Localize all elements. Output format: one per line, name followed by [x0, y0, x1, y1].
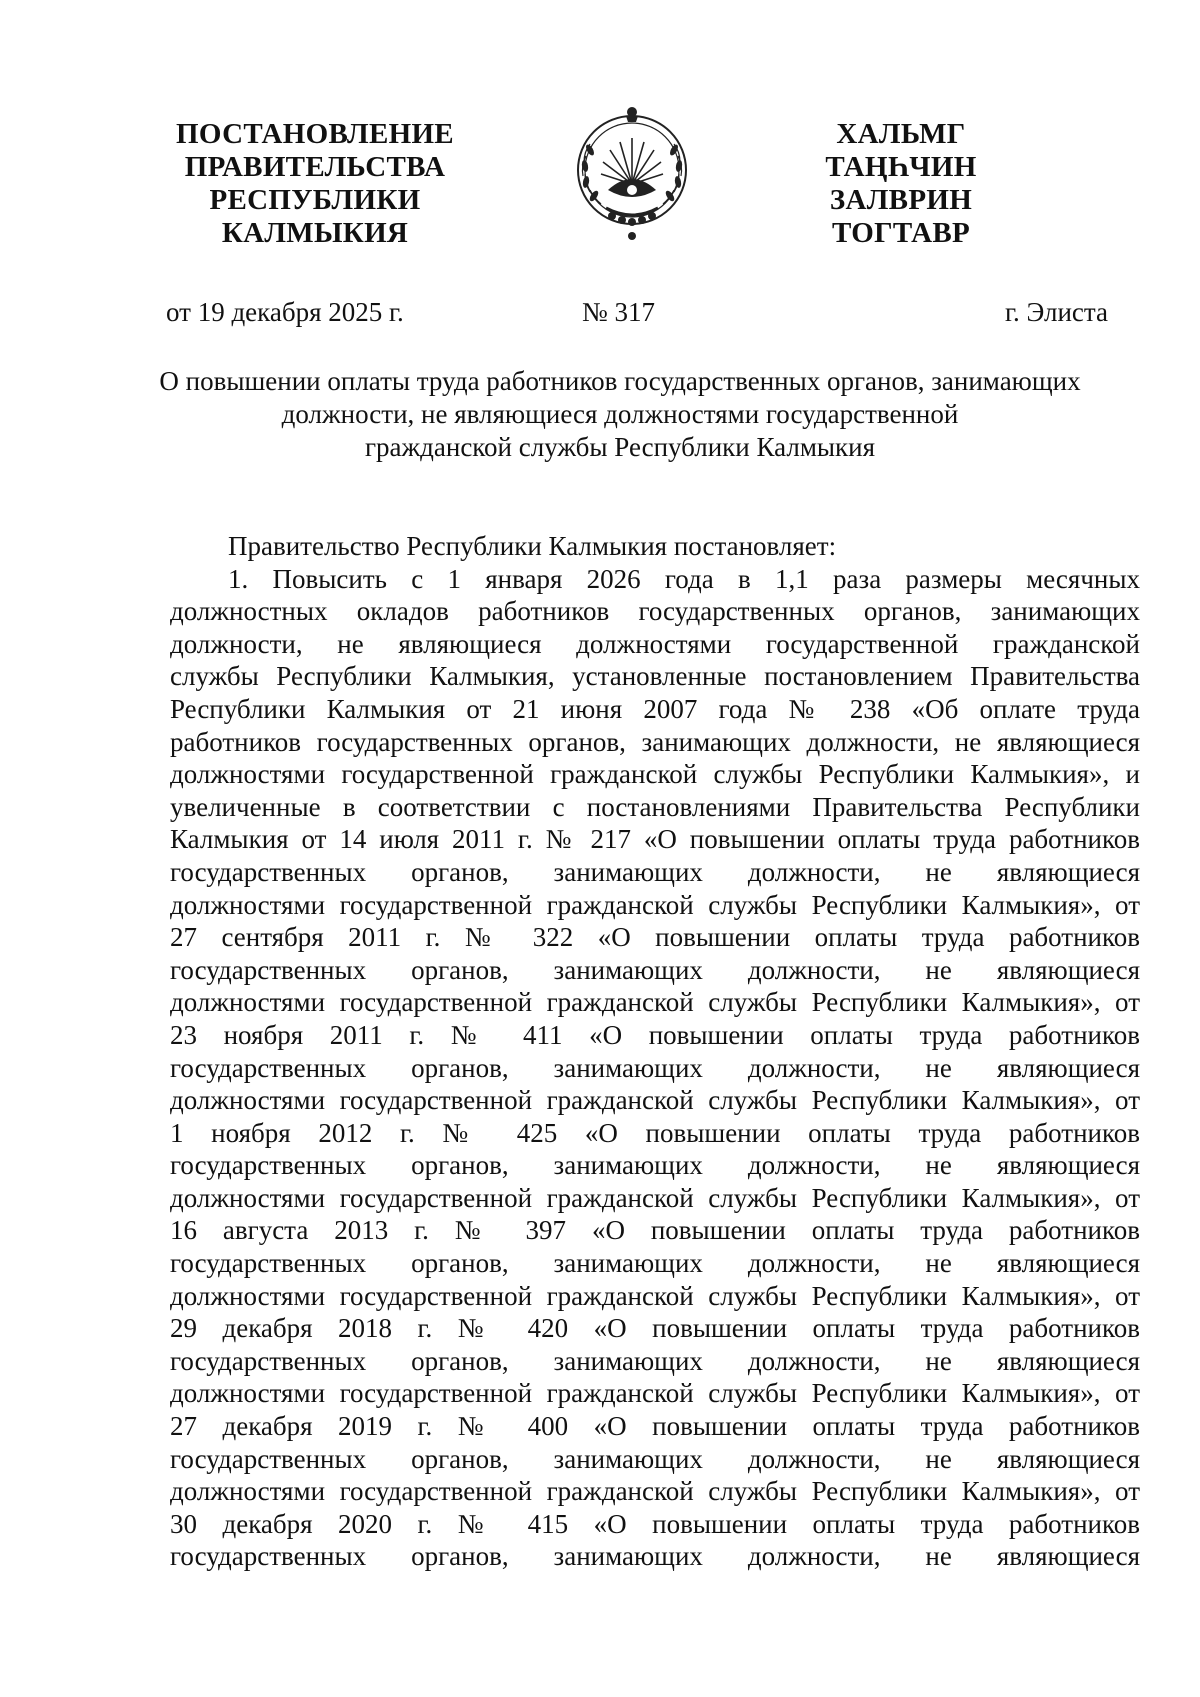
body-line: 27 декабря 2019 г. № 400 «О повышении оплаты труда работников [170, 1411, 1140, 1442]
body-line: государственных органов, занимающих должности, не являющиеся [170, 1345, 1140, 1376]
body-line: 16 августа 2013 г. № 397 «О повышении оплаты труда работников [170, 1215, 1140, 1246]
body-line: 27 сентября 2011 г. № 322 «О повышении оплаты труда работников [170, 922, 1140, 953]
body-line: государственных органов, занимающих должности, не являющиеся [170, 1150, 1140, 1181]
title-line: должности, не являющиеся должностями государственной [281, 399, 959, 429]
body-line: должностями государственной гражданской службы Республики Калмыкия», от [170, 1182, 1140, 1213]
preamble: Правительство Республики Калмыкия постановляет: [228, 531, 837, 561]
body-line: Калмыкия от 14 июля 2011 г. № 217 «О повышении оплаты труда работников [170, 824, 1140, 855]
document-body [170, 530, 1140, 1573]
body-line: должностями государственной гражданской службы Республики Калмыкия», от [170, 889, 1140, 920]
header-russian-line: ПРАВИТЕЛЬСТВА [184, 151, 446, 183]
header-kalmyk [806, 118, 996, 250]
document-city: г. Элиста [1004, 297, 1108, 327]
body-line: государственных органов, занимающих должности, не являющиеся [170, 1541, 1140, 1572]
body-line: должностями государственной гражданской службы Республики Калмыкия», от [170, 1280, 1140, 1311]
body-line: должностями государственной гражданской службы Республики Калмыкия», от [170, 987, 1140, 1018]
title-line: гражданской службы Республики Калмыкия [364, 432, 876, 462]
header-kalmyk-line: ТАҢҺЧИН [825, 151, 977, 183]
body-line: 1 ноября 2012 г. № 425 «О повышении оплаты труда работников [170, 1117, 1140, 1148]
body-line: должностных окладов работников государственных органов, занимающих [170, 596, 1140, 627]
body-line: должностями государственной гражданской службы Республики Калмыкия», от [170, 1476, 1140, 1507]
body-line: должностями государственной гражданской службы Республики Калмыкия», от [170, 1085, 1140, 1116]
document-date: от 19 декабря 2025 г. [166, 297, 404, 327]
header-russian-line: РЕСПУБЛИКИ [209, 184, 421, 216]
header-russian-line: ПОСТАНОВЛЕНИЕ [176, 118, 454, 150]
body-line: Республики Калмыкия от 21 июня 2007 года № 238 «Об оплате труда [170, 693, 1140, 724]
body-line: должностями государственной гражданской службы Республики Калмыкия», от [170, 1378, 1140, 1409]
document-title [150, 365, 1090, 464]
body-line: службы Республики Калмыкия, установленные постановлением Правительства [170, 661, 1140, 692]
header-russian-line: КАЛМЫКИЯ [221, 217, 409, 249]
body-line: 29 декабря 2018 г. № 420 «О повышении оплаты труда работников [170, 1313, 1140, 1344]
body-line: должностями государственной гражданской службы Республики Калмыкия», и [170, 759, 1140, 790]
header-kalmyk-line: ХАЛЬМГ [836, 118, 966, 150]
body-line: работников государственных органов, занимающих должности, не являющиеся [170, 726, 1140, 757]
body-line: 30 декабря 2020 г. № 415 «О повышении оплаты труда работников [170, 1508, 1140, 1539]
body-line: должности, не являющиеся должностями государственной гражданской [170, 628, 1140, 659]
body-line: увеличенные в соответствии с постановлениями Правительства Республики [170, 791, 1140, 822]
coat-of-arms-icon [568, 104, 696, 242]
document-number: № 317 [582, 297, 656, 327]
header-kalmyk-line: ЗАЛВРИН [829, 184, 973, 216]
body-line: государственных органов, занимающих должности, не являющиеся [170, 954, 1140, 985]
body-line: государственных органов, занимающих должности, не являющиеся [170, 1443, 1140, 1474]
title-line: О повышении оплаты труда работников государственных органов, занимающих [159, 366, 1081, 396]
body-line: государственных органов, занимающих должности, не являющиеся [170, 1248, 1140, 1279]
body-line: 1. Повысить с 1 января 2026 года в 1,1 раза размеры месячных [228, 563, 1140, 594]
body-line: государственных органов, занимающих должности, не являющиеся [170, 1052, 1140, 1083]
body-line: государственных органов, занимающих должности, не являющиеся [170, 856, 1140, 887]
header-russian [170, 118, 460, 250]
header-kalmyk-line: ТОГТАВР [832, 217, 970, 249]
body-line: 23 ноября 2011 г. № 411 «О повышении оплаты труда работников [170, 1019, 1140, 1050]
